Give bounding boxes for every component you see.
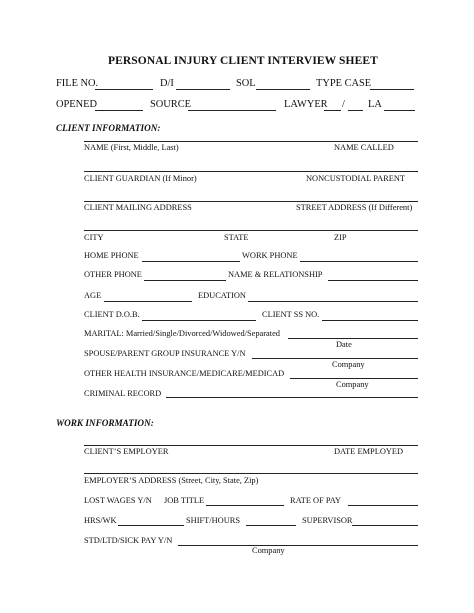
home-phone-field[interactable]: [142, 261, 240, 262]
lawyer-field-1[interactable]: [324, 110, 341, 111]
home-phone-label: HOME PHONE: [84, 251, 139, 260]
lawyer-slash: /: [342, 99, 345, 110]
employer-field[interactable]: [84, 445, 418, 446]
spouse-insurance-field[interactable]: [252, 358, 418, 359]
type-case-field[interactable]: [370, 89, 414, 90]
spouse-insurance-label: SPOUSE/PARENT GROUP INSURANCE Y/N: [84, 349, 246, 358]
other-health-field[interactable]: [290, 378, 418, 379]
mailing-label: CLIENT MAILING ADDRESS: [84, 203, 192, 212]
la-field[interactable]: [384, 110, 415, 111]
noncustodial-label: NONCUSTODIAL PARENT: [306, 174, 406, 183]
marital-date-label: Date: [336, 340, 352, 349]
hrs-wk-field[interactable]: [118, 525, 184, 526]
marital-date-field[interactable]: [288, 338, 418, 339]
file-no-label: FILE NO.: [56, 78, 99, 89]
rate-of-pay-label: RATE OF PAY: [290, 496, 342, 505]
employer-label: CLIENT’S EMPLOYER: [84, 447, 169, 456]
client-information-heading: CLIENT INFORMATION:: [56, 123, 161, 133]
work-information-heading: WORK INFORMATION:: [56, 418, 154, 428]
street-label: STREET ADDRESS (If Different): [296, 203, 413, 212]
name-called-label: NAME CALLED: [334, 143, 394, 152]
other-phone-label: OTHER PHONE: [84, 270, 142, 279]
di-field[interactable]: [176, 89, 230, 90]
spouse-insurance-company-label: Company: [332, 360, 365, 369]
std-ltd-label: STD/LTD/SICK PAY Y/N: [84, 536, 173, 545]
dob-label: CLIENT D.O.B.: [84, 310, 140, 319]
hrs-wk-label: HRS/WK: [84, 516, 117, 525]
dob-field[interactable]: [142, 320, 256, 321]
name-label: NAME (First, Middle, Last): [84, 143, 179, 152]
lawyer-field-2[interactable]: [348, 110, 363, 111]
job-title-field[interactable]: [206, 505, 284, 506]
age-label: AGE: [84, 291, 102, 300]
work-phone-label: WORK PHONE: [242, 251, 298, 260]
employer-address-label: EMPLOYER’S ADDRESS (Street, City, State, Zip): [84, 476, 259, 485]
age-field[interactable]: [104, 301, 192, 302]
lost-wages-label: LOST WAGES Y/N: [84, 496, 152, 505]
name-field[interactable]: [84, 141, 418, 142]
page-title: PERSONAL INJURY CLIENT INTERVIEW SHEET: [108, 55, 378, 67]
date-employed-label: DATE EMPLOYED: [334, 447, 404, 456]
city-state-zip-field[interactable]: [84, 230, 418, 231]
name-relationship-label: NAME & RELATIONSHIP: [228, 270, 323, 279]
name-relationship-field[interactable]: [328, 280, 418, 281]
marital-label: MARITAL: Married/Single/Divorced/Widowed/Separated: [84, 329, 280, 338]
type-case-label: TYPE CASE: [316, 78, 372, 89]
opened-label: OPENED: [56, 99, 97, 110]
rate-of-pay-field[interactable]: [348, 505, 418, 506]
guardian-label: CLIENT GUARDIAN (If Minor): [84, 174, 197, 183]
other-health-label: OTHER HEALTH INSURANCE/MEDICARE/MEDICAD: [84, 369, 285, 378]
shift-hours-field[interactable]: [246, 525, 296, 526]
education-label: EDUCATION: [198, 291, 246, 300]
sol-label: SOL: [236, 78, 256, 89]
la-label: LA: [368, 99, 382, 110]
source-field[interactable]: [188, 110, 276, 111]
sol-field[interactable]: [256, 89, 310, 90]
mailing-field[interactable]: [84, 201, 418, 202]
file-no-field[interactable]: [95, 89, 153, 90]
job-title-label: JOB TITLE: [164, 496, 205, 505]
city-label: CITY: [84, 233, 104, 242]
di-label: D/I: [160, 78, 174, 89]
other-phone-field[interactable]: [144, 280, 226, 281]
education-field[interactable]: [248, 301, 418, 302]
ssno-field[interactable]: [322, 320, 418, 321]
std-ltd-field[interactable]: [178, 545, 418, 546]
supervisor-label: SUPERVISOR: [302, 516, 353, 525]
other-health-company-label: Company: [336, 380, 369, 389]
std-ltd-company-label: Company: [252, 546, 285, 555]
shift-hours-label: SHIFT/HOURS: [186, 516, 240, 525]
lawyer-label: LAWYER: [284, 99, 328, 110]
source-label: SOURCE: [150, 99, 191, 110]
opened-field[interactable]: [95, 110, 143, 111]
state-label: STATE: [224, 233, 249, 242]
criminal-record-label: CRIMINAL RECORD: [84, 389, 162, 398]
supervisor-field[interactable]: [352, 525, 418, 526]
criminal-record-field[interactable]: [166, 397, 418, 398]
work-phone-field[interactable]: [300, 261, 418, 262]
ssno-label: CLIENT SS NO.: [262, 310, 320, 319]
zip-label: ZIP: [334, 233, 347, 242]
guardian-field[interactable]: [84, 171, 418, 172]
employer-address-field[interactable]: [84, 473, 418, 474]
